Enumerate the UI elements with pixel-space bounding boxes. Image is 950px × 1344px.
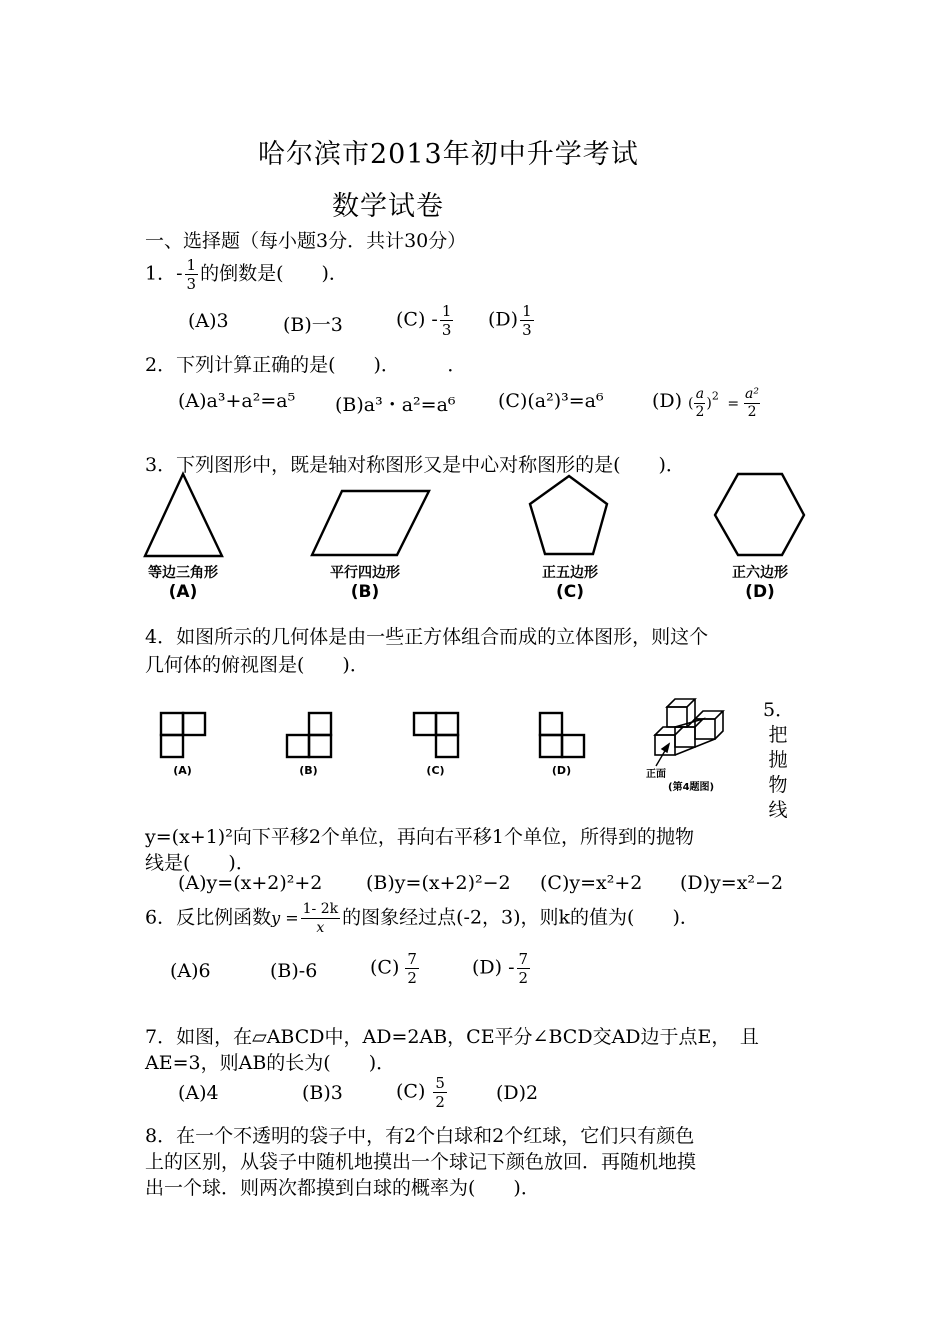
- q6-option-b: (B)-6: [270, 960, 318, 982]
- q4-label-b: (B): [299, 764, 318, 777]
- front-label: 正面: [646, 769, 666, 780]
- q5-option-a: (A)y=(x+2)²+2: [178, 872, 323, 894]
- shape-letter-c: (C): [555, 582, 584, 602]
- q1-option-d: (D) $\frac{1}{3}$: [488, 302, 532, 339]
- page-subtitle: 数学试卷: [332, 191, 444, 222]
- question-5-line2: 线是( )．: [145, 852, 255, 874]
- shape-label-d: 正六边形: [732, 565, 788, 581]
- q4-label-a: (A): [173, 764, 192, 777]
- question-4-line1: 4．如图所示的几何体是由一些正方体组合而成的立体图形，则这个: [145, 626, 709, 648]
- q5-option-c: (C)y=x²+2: [540, 872, 643, 894]
- top-view-c: [414, 713, 458, 757]
- q1-fraction: $\frac{1}{3}$: [186, 256, 197, 293]
- top-view-b: [287, 713, 331, 757]
- q1-sign: -: [176, 262, 183, 285]
- q1-option-c: (C) - $\frac{1}{3}$: [396, 302, 452, 339]
- question-8-line3: 出一个球．则两次都摸到白球的概率为( )．: [145, 1177, 540, 1199]
- question-8-line2: 上的区别，从袋子中随机地摸出一个球记下颜色放回．再随机地摸: [145, 1151, 697, 1173]
- q6-option-a: (A)6: [170, 960, 211, 982]
- question-4-line2: 几何体的俯视图是( )．: [145, 654, 369, 676]
- shape-letter-a: (A): [168, 582, 198, 602]
- shape-label-b: 平行四边形: [330, 565, 400, 581]
- q2-option-d-label: (D): [652, 390, 683, 412]
- q1-number: 1．: [145, 262, 177, 285]
- q2-option-a: (A)a³+a²=a⁵: [178, 390, 296, 412]
- question-6: 6．反比例函数y = $\frac{1- 2k}{x}$ 的图象经过点(-2，3)，则k的值为( )．: [145, 901, 699, 936]
- q6-option-c: (C) $\frac{7}{2}$: [370, 950, 417, 987]
- q7-option-d: (D)2: [496, 1082, 539, 1104]
- page-title: 哈尔滨市2013年初中升学考试: [258, 139, 639, 170]
- question-2: 2．下列计算正确的是( )． ．: [145, 354, 467, 376]
- question-7-line1: 7．如图，在▱ABCD中，AD=2AB，CE平分∠BCD交AD边于点E， 且: [145, 1026, 759, 1048]
- top-view-d: [540, 713, 584, 757]
- q5-vertical-text: 5． 把 抛 物 线: [763, 699, 795, 821]
- q4-label-d: (D): [551, 764, 572, 777]
- q2-option-d-expr: ( $\frac{a}{2}$ )$^2$ = $\frac{\text{a²}}{2}$: [688, 386, 760, 420]
- q6-option-d: (D) - $\frac{7}{2}$: [472, 950, 529, 987]
- q5-option-d: (D)y=x²−2: [680, 872, 784, 894]
- top-view-a: [161, 713, 205, 757]
- figure-caption: (第4题图): [668, 782, 715, 793]
- q7-option-c: (C) $\frac{5}{2}$: [396, 1074, 445, 1111]
- q1-option-a: (A)3: [188, 310, 229, 332]
- q2-option-c: (C)(a²)³=a⁶: [498, 390, 604, 412]
- question-7-line2: AE=3，则AB的长为( )．: [145, 1052, 396, 1074]
- q1-stem: 的倒数是( )．: [200, 262, 348, 285]
- question-8-line1: 8．在一个不透明的袋子中，有2个白球和2个红球，它们只有颜色: [145, 1125, 695, 1147]
- q2-option-b: (B)a³・a²=a⁶: [335, 394, 456, 416]
- shape-letter-b: (B): [350, 582, 380, 602]
- shape-label-c: 正五边形: [542, 565, 598, 581]
- shape-label-a: 等边三角形: [148, 565, 218, 581]
- shape-letter-d: (D): [745, 582, 775, 602]
- q5-option-b: (B)y=(x+2)²−2: [366, 872, 511, 894]
- q7-option-b: (B)3: [302, 1082, 343, 1104]
- section-heading: 一、选择题（每小题3分．共计30分）: [145, 230, 467, 252]
- question-3: 3．下列图形中，既是轴对称图形又是中心对称图形的是( )．: [145, 454, 685, 476]
- q1-option-b: (B)一3: [283, 314, 343, 336]
- question-5-line1: y=(x+1)²向下平移2个单位，再向右平移1个单位，所得到的抛物: [145, 826, 694, 848]
- q4-label-c: (C): [426, 764, 445, 777]
- q7-option-a: (A)4: [178, 1082, 219, 1104]
